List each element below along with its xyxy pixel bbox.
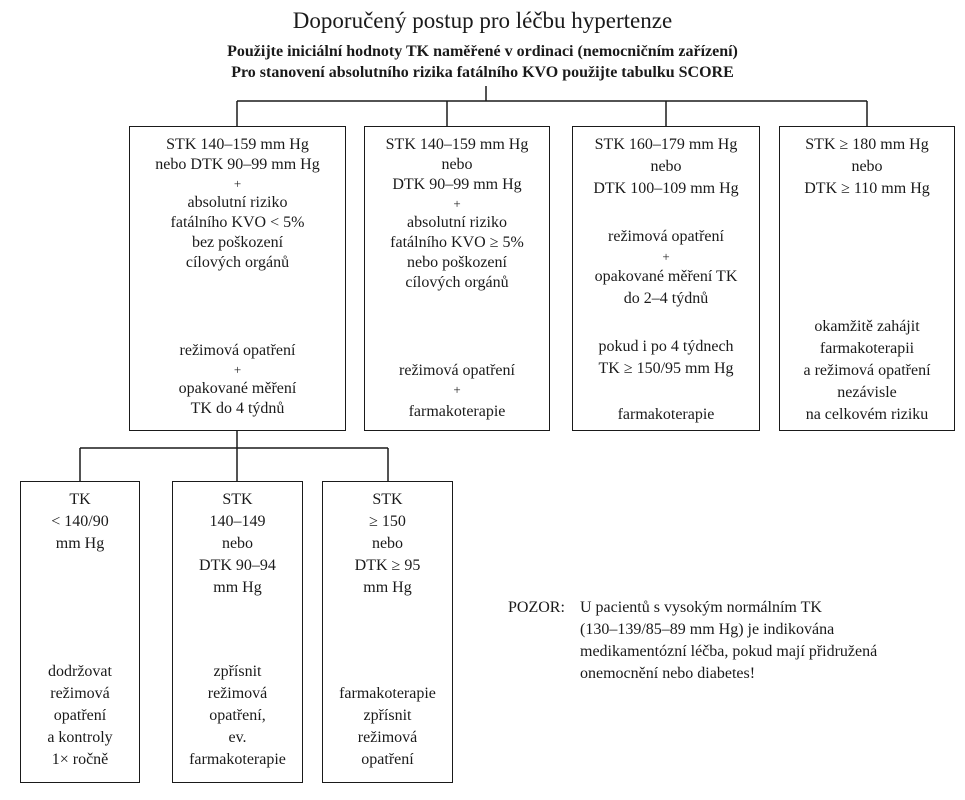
box-text: mm Hg	[55, 535, 105, 552]
box-text: DTK ≥ 110 mm Hg	[804, 180, 930, 197]
box-text: nebo DTK 90–99 mm Hg	[155, 156, 320, 173]
box-text: farmakoterapie	[617, 406, 715, 423]
plus-sign: +	[453, 382, 461, 397]
box-text: farmakoterapii	[819, 340, 915, 357]
box-text: STK 140–159 mm Hg	[166, 136, 309, 153]
box-text: mm Hg	[213, 579, 262, 596]
box-text: a kontroly	[47, 729, 113, 746]
box-text: režimová	[207, 685, 268, 702]
box-text: nebo	[221, 535, 254, 552]
subtitle-2: Pro stanovení absolutního rizika fatálního KVO použijte tabulku SCORE	[231, 64, 734, 81]
box-text: STK ≥ 180 mm Hg	[805, 136, 929, 153]
box-stk-160-179	[572, 126, 760, 431]
box-text: pokud i po 4 týdnech	[598, 338, 734, 355]
box-stk-140-159-low-risk	[129, 126, 346, 431]
box-text: nebo	[441, 156, 473, 173]
box-text: ev.	[228, 729, 247, 746]
box-text: nebo	[650, 158, 682, 175]
box-text: 1× ročně	[51, 751, 109, 768]
note-label: POZOR:	[508, 599, 565, 616]
box-text: farmakoterapie	[189, 751, 286, 768]
box-text: bez poškození	[191, 234, 284, 251]
box-text: nebo poškození	[407, 254, 507, 271]
box-text: < 140/90	[51, 513, 109, 530]
box-text: nezávisle	[837, 384, 897, 401]
box-text: DTK 100–109 mm Hg	[593, 180, 739, 197]
box-text: opatření,	[209, 707, 266, 724]
box-text: cílových orgánů	[185, 254, 290, 271]
box-text: mm Hg	[363, 579, 412, 596]
box-text: STK	[222, 491, 253, 508]
box-text: farmakoterapie	[408, 403, 506, 420]
box-text: zpřísnit	[213, 663, 262, 680]
box-text: režimová opatření	[608, 228, 724, 245]
box-text: farmakoterapie	[339, 685, 436, 702]
box-stk-180-plus	[779, 126, 955, 431]
box-text: DTK 90–94	[199, 557, 276, 574]
box-text: režimová	[50, 685, 110, 702]
box-text: TK ≥ 150/95 mm Hg	[598, 360, 734, 377]
box-text: ≥ 150	[369, 513, 406, 530]
plus-sign: +	[662, 249, 670, 264]
plus-sign: +	[233, 176, 242, 191]
box-tk-below-140-90	[20, 481, 140, 783]
box-text: opatření	[361, 751, 414, 768]
box-text: STK 160–179 mm Hg	[594, 136, 738, 153]
box-text: fatálního KVO < 5%	[170, 214, 305, 231]
box-text: TK	[69, 491, 91, 508]
box-text: režimová	[357, 729, 418, 746]
box-text: nebo	[851, 158, 883, 175]
box-text: opakované měření	[178, 380, 297, 397]
box-text: zpřísnit	[363, 707, 412, 724]
box-text: okamžitě zahájit	[814, 318, 920, 335]
note-line: medikamentózní léčba, pokud mají přidružená	[580, 643, 878, 660]
box-text: opatření	[53, 707, 107, 724]
note-line: onemocnění nebo diabetes!	[580, 665, 756, 682]
box-text: a režimová opatření	[803, 362, 931, 379]
box-text: do 2–4 týdnů	[623, 290, 709, 307]
box-text: 140–149	[209, 513, 266, 530]
box-text: STK 140–159 mm Hg	[385, 136, 529, 153]
box-text: na celkovém riziku	[805, 406, 929, 423]
box-text: režimová opatření	[179, 342, 296, 359]
box-text: opakované měření TK	[594, 268, 738, 285]
box-text: STK	[372, 491, 403, 508]
box-stk-140-149	[172, 481, 303, 783]
plus-sign: +	[453, 196, 461, 211]
note-line: (130–139/85–89 mm Hg) je indikována	[580, 621, 835, 638]
box-text: absolutní riziko	[187, 194, 288, 211]
box-text: dodržovat	[48, 663, 112, 680]
box-text: TK do 4 týdnů	[190, 400, 285, 417]
plus-sign: +	[233, 362, 242, 377]
box-text: DTK ≥ 95	[354, 557, 421, 574]
box-stk-140-159-high-risk	[364, 126, 550, 431]
box-text: cílových orgánů	[405, 274, 509, 291]
box-text: režimová opatření	[399, 362, 515, 379]
box-text: fatálního KVO ≥ 5%	[390, 234, 524, 251]
box-text: nebo	[371, 535, 404, 552]
note-line: U pacientů s vysokým normálním TK	[580, 599, 822, 616]
box-text: absolutní riziko	[407, 214, 507, 231]
subtitle-1: Použijte iniciální hodnoty TK naměřené v ordinaci (nemocničním zařízení)	[227, 43, 738, 60]
box-text: DTK 90–99 mm Hg	[392, 176, 522, 193]
diagram-title: Doporučený postup pro léčbu hypertenze	[292, 8, 673, 33]
box-stk-150-plus	[322, 481, 453, 783]
